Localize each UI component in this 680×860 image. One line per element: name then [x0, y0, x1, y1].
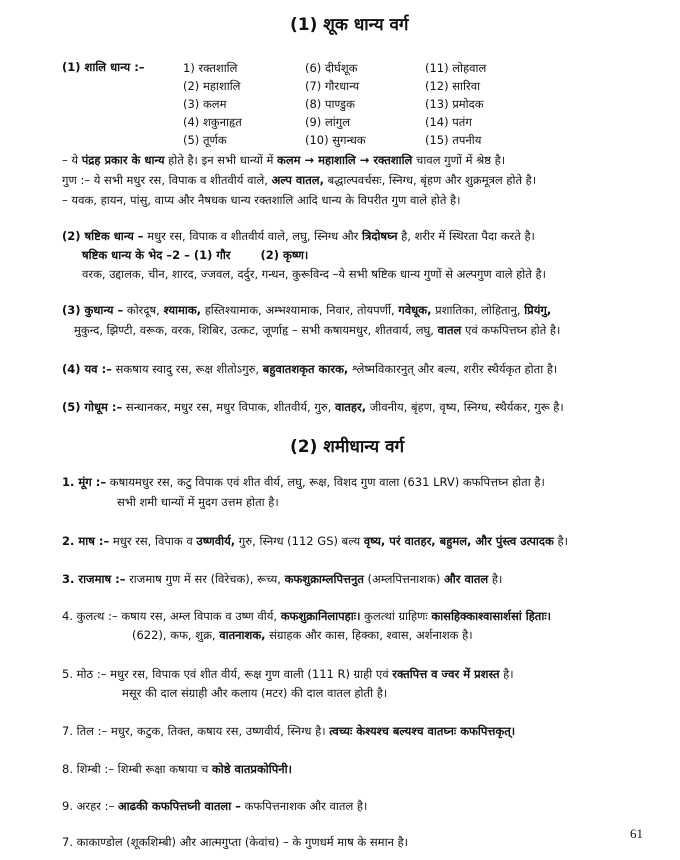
text-run: जीवनीय, बृंहण, वृष्य, स्निग्ध, स्थैर्यकर, गुरू है। — [366, 400, 564, 414]
list-item: (13) प्रमोदक — [425, 97, 484, 111]
text-run-bold: उष्णवीर्य, — [196, 534, 236, 548]
list-item: (6) दीर्घशूक — [305, 61, 358, 75]
list-item: (8) पाण्डुक — [305, 97, 355, 111]
shali-list-column-2 — [305, 60, 366, 150]
text-run-bold: (2) कृष्ण। — [260, 248, 309, 262]
shali-description-line-2 — [62, 173, 536, 188]
text-run: है। — [499, 667, 514, 681]
yava-paragraph — [62, 362, 557, 377]
text-run-bold: कोष्ठे वातप्रकोपिनी। — [211, 762, 293, 776]
list-item: (5) तूर्णक — [183, 133, 227, 147]
text-run-bold: षष्टिक धान्य के भेद –2 – (1) गौर — [82, 248, 231, 262]
mash-paragraph — [62, 534, 568, 549]
list-item: (12) सारिवा — [425, 79, 481, 93]
text-run-bold: (2) षष्टिक धान्य – — [62, 229, 144, 243]
text-run-bold: श्यामाक, — [163, 303, 202, 317]
godhuma-paragraph — [62, 400, 564, 415]
list-item: 1) रक्तशालि — [183, 61, 238, 75]
shashtik-types — [82, 248, 308, 263]
til-paragraph — [62, 724, 515, 739]
text-run-bold: (4) यव :– — [62, 362, 112, 376]
shashtik-line-3: वरक, उद्दालक, चीन, शारद, ज्जवल, दर्दुर, गन्धन, कुरूविन्द –ये सभी षष्टिक धान्य गुणों से अल्पगुण वाले होते है। — [82, 267, 546, 281]
text-run: बद्धाल्पवर्चसः, स्निग्ध, बृंहण और शुक्रमूत्रल होते है। — [323, 173, 537, 187]
text-run: 4. कुलत्थ :– कषाय रस, अम्ल विपाक व उष्ण वीर्य, — [62, 609, 281, 623]
text-run: है। — [553, 534, 568, 548]
mung-line-2: सभी शमी धान्यों में मुदग उत्तम होता है। — [117, 495, 279, 509]
list-item: (7) गौरधान्य — [305, 79, 360, 93]
list-item: (11) लोहवाल — [425, 61, 487, 75]
text-run: मधुर रस, विपाक व शीतवीर्य वाले, लघु, स्निग्ध और — [143, 229, 363, 243]
text-run-bold: 2. माष :– — [62, 534, 110, 548]
shali-description-line-1 — [62, 153, 505, 168]
text-run: चावल गुणों में श्रेष्ठ है। — [412, 153, 506, 167]
text-run-bold: आढकी कफपित्तघ्नी वातला – — [117, 799, 241, 813]
text-run: 8. शिम्बी :– शिम्बी रूक्षा कषाया च — [62, 762, 212, 776]
shali-description-line-3: – यवक, हायन, पांसु, वाप्य और नैषधक धान्य रक्तशालि आदि धान्य के विपरीत गुण वाले होते है। — [62, 193, 461, 207]
kudhanya-line-2 — [74, 323, 560, 338]
text-run-bold: रक्तपित्त व ज्वर में प्रशस्त — [392, 667, 500, 681]
text-run-bold: कफशुक्रानिलापहाः। — [280, 609, 361, 623]
text-run: श्लेष्मविकारनुत् और बल्य, शरीर स्थैर्यकृत होता है। — [348, 362, 558, 376]
rajmash-paragraph — [62, 572, 502, 587]
text-run: मधुर रस, विपाक व — [109, 534, 197, 548]
shali-list-column-1 — [183, 60, 242, 150]
text-run: गुण :– ये सभी मधुर रस, विपाक व शीतवीर्य वाले, — [62, 173, 272, 187]
kudhanya-paragraph — [62, 303, 551, 318]
text-run-bold: त्वच्यः केश्यश्च बल्यश्च वातघ्नः कफपित्तकृत्। — [329, 724, 516, 738]
kulattha-paragraph — [62, 609, 551, 624]
shali-dhanya-heading: (1) शालि धान्य :– — [62, 60, 145, 74]
list-item: (3) कलम — [183, 97, 227, 111]
arhar-paragraph — [62, 799, 367, 814]
text-run-bold: वातहर, — [334, 400, 367, 414]
text-run: कुलत्थां ग्राहिणः — [360, 609, 432, 623]
text-run: है। — [488, 572, 503, 586]
text-run: प्रशातिका, लोहितानु, — [431, 303, 525, 317]
text-run: (622), कफ, शुक्र, — [132, 628, 220, 642]
text-run: होते है। इन सभी धान्यों में — [164, 153, 278, 167]
text-run: – ये — [62, 153, 82, 167]
text-run-bold: पंद्रह प्रकार के धान्य — [81, 153, 165, 167]
text-run-bold: प्रियंगु, — [524, 303, 552, 317]
list-item: (14) पतंग — [425, 115, 472, 129]
text-run-bold: अल्प वातल, — [271, 173, 324, 187]
text-run: कोरदूष, — [123, 303, 164, 317]
text-run-bold: वातनाशक, — [219, 628, 266, 642]
text-run-bold: 1. मूंग :– — [62, 475, 107, 489]
text-run: 9. अरहर :– — [62, 799, 118, 813]
mung-paragraph — [62, 475, 545, 490]
text-run: कफपित्तनाशक और वातल है। — [240, 799, 368, 813]
moth-line-2: मसूर की दाल संग्राही और कलाय (मटर) की दाल वातल होती है। — [122, 686, 388, 700]
text-run: है, शरीर में स्थिरता पैदा करते है। — [397, 229, 535, 243]
text-run-bold: 3. राजमाष :– — [62, 572, 126, 586]
text-run-bold: कासहिक्काश्वासार्शसां हिताः। — [431, 609, 551, 623]
list-item: (10) सुगन्धक — [305, 133, 366, 147]
text-run: 5. मोठ :– मधुर रस, विपाक एवं शीत वीर्य, रूक्ष गुण वाली (111 R) ग्राही एवं — [62, 667, 393, 681]
shashtik-dhanya-paragraph — [62, 229, 535, 244]
text-run-bold: (5) गोधूम :– — [62, 400, 123, 414]
text-run: सकषाय स्वादु रस, रूक्ष शीतोऽगुरु, — [111, 362, 263, 376]
shali-list-column-3 — [425, 60, 486, 150]
list-item: (15) तपनीय — [425, 133, 482, 147]
kulattha-line-2 — [132, 628, 473, 643]
text-run: एवं कफपित्तघ्न होते है। — [461, 323, 561, 337]
page-number: 61 — [630, 826, 643, 841]
text-run-bold: गवेधूक, — [398, 303, 432, 317]
text-run: कषायमधुर रस, कटु विपाक एवं शीत वीर्य, लघु, रूक्ष, विशद गुण वाला (631 LRV) कफपित्तघ्न होता है। — [106, 475, 545, 489]
shimbi-paragraph — [62, 762, 292, 777]
text-run-bold: वृष्य, परं वातहर, बहुमल, और पुंस्त्व उत्पादक — [363, 534, 554, 548]
text-run: मुकुन्द, झिण्टी, वरूक, वरक, शिबिर, उत्कट, जूर्णाहृ – सभी कषायमधुर, शीतवार्य, लघु, — [74, 323, 438, 337]
list-item: (4) शकुनाहृत — [183, 115, 242, 129]
moth-paragraph — [62, 667, 514, 682]
text-run-bold: (3) कुधान्य – — [62, 303, 124, 317]
text-run-bold: और वातल — [444, 572, 489, 586]
text-run: गुरु, स्निग्ध (112 GS) बल्य — [235, 534, 364, 548]
section-title-shuk-dhanya: (1) शूक धान्य वर्ग — [290, 15, 409, 35]
text-run: हस्तिश्यामाक, अम्भश्यामाक, निवार, तोयपर्णी, — [201, 303, 399, 317]
list-item: (2) महाशालि — [183, 79, 241, 93]
kakandol-paragraph: 7. काकाण्डोल (शूकशिम्बी) और आत्मगुप्ता (केवांच) – के गुणधर्म माष के समान है। — [62, 835, 409, 849]
text-run: (अम्लपित्तनाशक) — [363, 572, 445, 586]
text-run-bold: वातल — [437, 323, 462, 337]
text-run-bold: बहुवातशकृत कारक, — [262, 362, 349, 376]
text-run: सन्धानकर, मधुर रस, मधुर विपाक, शीतवीर्य, गुरु, — [122, 400, 335, 414]
section-title-shami-dhanya: (2) शमीधान्य वर्ग — [290, 437, 405, 457]
text-run: संग्राहक और कास, हिक्का, श्वास, अर्शनाशक है। — [265, 628, 473, 642]
text-run: 7. तिल :– मधुर, कटुक, तिक्त, कषाय रस, उष्णवीर्य, स्निग्ध है। — [62, 724, 330, 738]
text-run: राजमाष गुण में सर (विरेचक), रूच्य, — [125, 572, 285, 586]
text-run-bold: कफशुक्राम्लपित्तनुत — [284, 572, 364, 586]
text-run-bold: त्रिदोषघ्न — [362, 229, 398, 243]
list-item: (9) लांगुल — [305, 115, 350, 129]
text-run-bold: कलम → महाशालि → रक्तशालि — [277, 153, 413, 167]
